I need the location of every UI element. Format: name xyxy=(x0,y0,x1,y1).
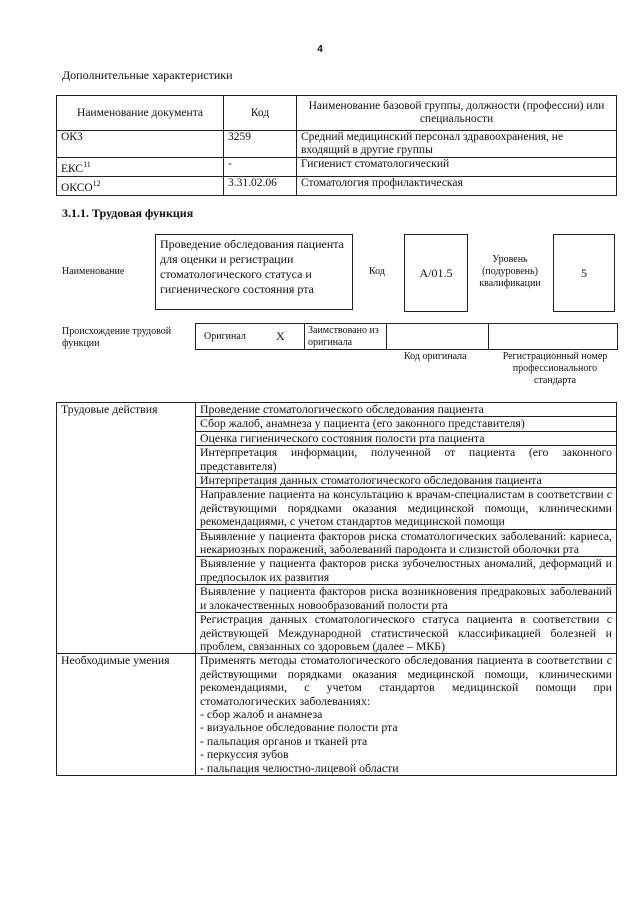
skill-item: - сбор жалоб и анамнеза xyxy=(200,706,323,721)
page-number: 4 xyxy=(317,44,323,55)
skill-item: - пальпация органов и тканей рта xyxy=(200,733,368,748)
original-label: Оригинал xyxy=(204,330,246,342)
table-row xyxy=(57,158,617,177)
action-item: Проведение стоматологического обследования пациента xyxy=(196,403,617,417)
action-item: Оценка гигиенического состояния полости рта пациента xyxy=(196,431,617,445)
skill-item: - пальпация челюстно-лицевой области xyxy=(200,760,399,775)
borrowed-label: Заимствовано из оригинала xyxy=(304,324,387,349)
table-row xyxy=(57,131,617,158)
registration-caption: Регистрационный номер профессионального стандарта xyxy=(502,351,608,386)
original-mark: X xyxy=(276,329,285,343)
origin-label: Происхождение трудовой функции xyxy=(62,326,172,349)
doc-code: 3.31.02.06 xyxy=(224,176,297,195)
level-box: 5 xyxy=(553,234,615,312)
footnote-ref: 12 xyxy=(92,178,101,188)
action-item: Регистрация данных стоматологического статуса пациента в соответствии с действующей Международной статистической классификацией болезней и проблем, связанных со здоровьем (далее – МКБ) xyxy=(196,613,617,654)
action-item: Интерпретация информации, полученной от пациента (его законного представителя) xyxy=(196,446,617,474)
doc-code: - xyxy=(224,158,297,177)
additional-characteristics-title: Дополнительные характеристики xyxy=(62,68,233,82)
function-content-table xyxy=(56,402,617,776)
skills-intro: Применять методы стоматологического обследования пациента в соответствии с действующими порядками оказания медицинской помощи, клиническими рекомендациями, с учетом стандартов медицинской помощи при стоматологических заболеваниях: xyxy=(200,653,612,708)
section-title: 3.1.1. Трудовая функция xyxy=(62,206,194,220)
action-item: Сбор жалоб, анамнеза у пациента (его законного представителя) xyxy=(196,417,617,431)
skill-item: - визуальное обследование полости рта xyxy=(200,720,398,735)
footnote-ref: 11 xyxy=(83,160,91,169)
code-label: Код xyxy=(369,266,385,277)
action-item: Выявление у пациента факторов риска возникновения предраковых заболеваний и злокачественных новообразований полости рта xyxy=(196,585,617,613)
header-doc: Наименование документа xyxy=(57,96,224,131)
action-item: Интерпретация данных стоматологического обследования пациента xyxy=(196,474,617,488)
action-item: Выявление у пациента факторов риска стоматологических заболеваний: кариеса, некариозных поражений, заболеваний пародонта и слизистой оболочки рта xyxy=(196,529,617,557)
group-name: Гигиенист стоматологический xyxy=(297,158,617,177)
actions-label: Трудовые действия xyxy=(57,403,196,654)
group-name: Средний медицинский персонал здравоохранения, не входящий в другие группы xyxy=(297,131,617,158)
skills-content xyxy=(196,654,617,776)
doc-name: ЕКС xyxy=(61,162,84,175)
code-caption: Код оригинала xyxy=(404,351,467,362)
function-name-box: Проведение обследования пациента для оценки и регистрации стоматологического статуса и гигиенического состояния рта xyxy=(155,234,353,310)
header-code: Код xyxy=(224,96,297,131)
level-label: Уровень (подуровень) квалификации xyxy=(479,254,541,289)
name-label: Наименование xyxy=(62,266,125,277)
function-code-box: A/01.5 xyxy=(404,234,468,312)
skills-label: Необходимые умения xyxy=(57,654,196,776)
documents-table xyxy=(56,95,617,196)
header-group: Наименование базовой группы, должности (профессии) или специальности xyxy=(297,96,617,131)
action-item: Выявление у пациента факторов риска зубочелюстных аномалий, деформаций и предпосылок их развития xyxy=(196,557,617,585)
original-code-cell xyxy=(387,324,489,349)
doc-name: ОКСО xyxy=(61,181,93,194)
doc-code: 3259 xyxy=(224,131,297,158)
table-row xyxy=(57,176,617,195)
skill-item: - перкуссия зубов xyxy=(200,747,289,762)
origin-row xyxy=(195,323,618,350)
action-item: Направление пациента на консультацию к врачам-специалистам в соответствии с действующими порядками оказания медицинской помощи, клиническими рекомендациями, с учетом стандартов медицинской помощи xyxy=(196,488,617,529)
group-name: Стоматология профилактическая xyxy=(297,176,617,195)
doc-name: ОКЗ xyxy=(61,131,83,143)
